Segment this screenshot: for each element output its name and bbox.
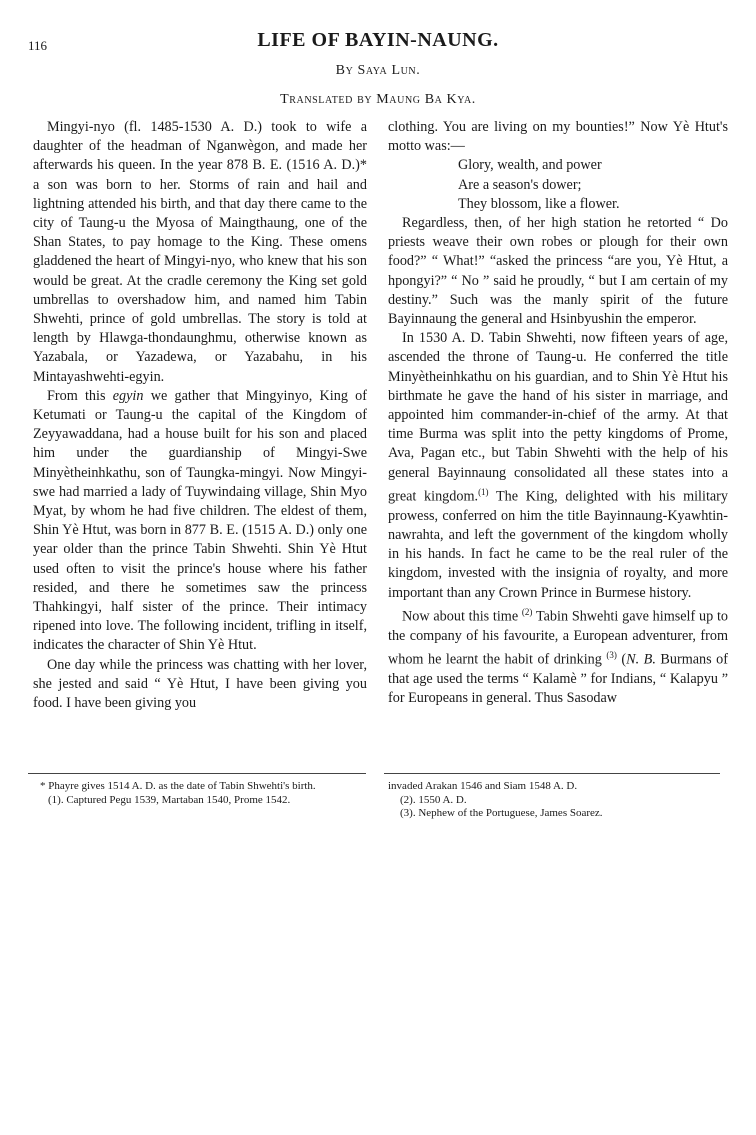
verse-line: Glory, wealth, and power xyxy=(458,157,602,174)
paragraph: One day while the princess was chatting with her lover, she jested and said “ Yè Htut, I have been giving you food. I have been giving you xyxy=(33,656,367,712)
footnote: * Phayre gives 1514 A. D. as the date of Tabin Shwehti's birth. xyxy=(40,780,316,792)
verse-line: They blossom, like a flower. xyxy=(458,195,620,212)
left-column xyxy=(33,118,367,713)
footnote: (2). 1550 A. D. xyxy=(400,793,467,806)
footnotes-left xyxy=(40,780,362,807)
footnote-ref: (2) xyxy=(521,606,533,617)
footnote: (3). Nephew of the Portuguese, James Soarez. xyxy=(400,807,603,819)
footnote-divider xyxy=(28,773,366,774)
footnote-ref: (1) xyxy=(478,486,489,497)
article-title: LIFE OF BAYIN-NAUNG. xyxy=(257,29,499,51)
paragraph: In 1530 A. D. Tabin Shwehti, now fifteen years of age, ascended the throne of Taung-u. He conferred the title Minyètheinhkathu on his guardian, and to Shin Yè Htut his birthmate he gave the hand of his sister in marriage, and appointed him commander-in-chief of the army. At that time Burma was split into the petty kingdoms of Prome, Ava, Pagan etc., but Tabin Shwehti with the help of his general Bayinnaung consolidated all these states into a great kingdom.$^{(1)}$ The King, delighted with his military prowess, conferred on him the title Bayinnaung-Kyawhtin-nawrahta, and left the government of the kingdom wholly in his hands. In fact he came to be the real ruler of the kingdom, invested with the insignia of royalty, and more important than any Crown Prince in Burmese history. xyxy=(388,330,728,601)
paragraph: From this egyin we gather that Mingyinyo, King of Ketumati or Taung-u the capital of the Kingdom of Zeyyawaddana, had a house built for his son and placed him under the guardianship of Mingyi-Swe Minyètheinhkathu, son of Taungka-mingyi. Now Mingyi-swe had married a lady of Tuywindaing village, Shin Myo Myat, by whom he had five children. The eldest of them, Shin Yè Htut, was born in 877 B. E. (1515 A. D.) only one year older than the prince Tabin Shwehti. Shin Yè Htut used often to visit the prince's house where his father resided, and there he sometimes saw the princess Thahkingyi, half sister of the prince. Their intimacy ripened into love. The following incident, trifling in itself, indicates the character of Shin Yè Htut. xyxy=(33,387,367,654)
paragraph: Mingyi-nyo (fl. 1485-1530 A. D.) took to wife a daughter of the headman of Nganwègon, and made her afterwards his queen. In the year 878 B. E. (1516 A. D.)* a son was born to her. Storms of rain and hail and lightning attended his birth, and that day there came to the city of Taung-u the Myosa of Maingthaung, one of the Shan States, to pay homage to the King. These omens gladdened the heart of Mingyi-nyo, who knew that his son would be great. At the cradle ceremony the King set gold umbrellas to overshadow him, and named him Tabin Shwehti, prince of gold umbrellas. The story is told at length by Hlawga-thondaunghmu, otherwise known as Yazabala, or Yazadewa, or Yazabahu, in his Mintayashwehti-egyin. xyxy=(33,119,367,385)
right-column xyxy=(388,118,728,708)
emphasis: N. B. xyxy=(626,651,656,668)
footnote-ref: (3) xyxy=(606,649,617,660)
paragraph: Regardless, then, of her high station he retorted “ Do priests weave their own robes or plough for their own food?” “ What!” “asked the princess “are you, Yè Htut, a hpongyi?” “ No ” said he proudly, “ but I am certain of my destiny.” Such was the manly spirit of the future Bayinnaung the general and Hsinbyushin the emperor. xyxy=(388,215,728,328)
page-number: 116 xyxy=(28,38,48,53)
emphasis: egyin xyxy=(112,387,144,404)
footnote-divider xyxy=(384,773,720,774)
paragraph: clothing. You are living on my bounties!” Now Yè Htut's motto was:— xyxy=(388,119,728,155)
footnote: (1). Captured Pegu 1539, Martaban 1540, Prome 1542. xyxy=(48,793,291,806)
footnotes-right xyxy=(388,780,722,821)
paragraph: Now about this time $^{(2)}$ Tabin Shwehti gave himself up to the company of his favourite, a European adventurer, from whom he learnt the habit of drinking $^{(3)}$ (N. B. Burmans of that age used the terms “ Kalamè ” for Indians, “ Kalapyu ” for Europeans in general. Thus Sasodaw xyxy=(388,606,728,707)
verse-line: Are a season's dower; xyxy=(458,176,582,193)
motto-verse xyxy=(388,156,728,214)
author-byline: By Saya Lun. xyxy=(335,63,421,78)
translator-credit: Translated by Maung Ba Kya. xyxy=(280,92,476,107)
footnote: invaded Arakan 1546 and Siam 1548 A. D. xyxy=(388,780,578,792)
